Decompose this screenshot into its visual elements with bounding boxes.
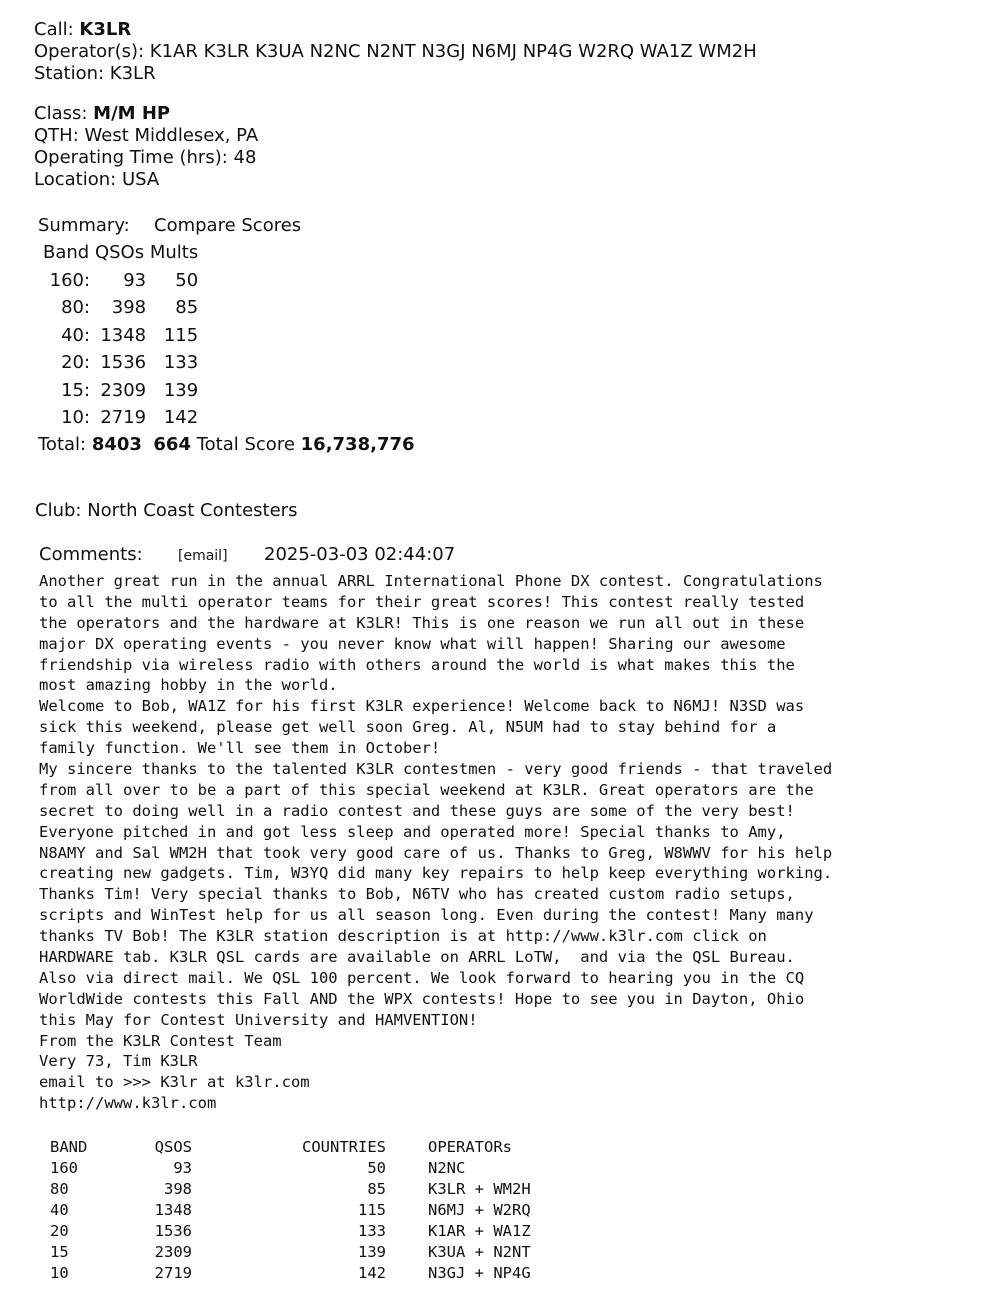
comment-line: most amazing hobby in the world. xyxy=(39,676,338,695)
countries-cell: 50 xyxy=(367,1159,386,1177)
table-row xyxy=(50,1242,531,1263)
total-score-label: Total Score xyxy=(196,434,295,455)
club-name: North Coast Contesters xyxy=(87,500,298,521)
band-cell: 160: xyxy=(49,269,91,291)
col-mults: Mults xyxy=(149,242,199,263)
band-cell: 160 xyxy=(50,1159,78,1177)
op-time-label: Operating Time (hrs): xyxy=(34,147,228,168)
countries-cell: 133 xyxy=(358,1222,386,1240)
operators-cell: N6MJ + W2RQ xyxy=(428,1201,531,1219)
location-value: USA xyxy=(121,169,160,190)
col-band: Band xyxy=(43,242,90,263)
mults-cell: 142 xyxy=(163,407,199,428)
countries-cell: 115 xyxy=(358,1201,386,1219)
countries-cell: 139 xyxy=(358,1243,386,1261)
operators-cell: N2NC xyxy=(428,1159,466,1177)
comments-label: Comments: xyxy=(39,544,143,565)
table-row xyxy=(50,1158,531,1179)
qsos-cell: 2309 xyxy=(154,1243,192,1261)
qsos-cell: 2309 xyxy=(100,379,147,401)
qsos-cell: 1348 xyxy=(100,324,147,346)
mults-cell: 115 xyxy=(163,324,199,346)
comment-line: From the K3LR Contest Team xyxy=(39,1031,282,1050)
class-label: Class: xyxy=(34,103,88,124)
qsos-cell: 1536 xyxy=(154,1222,192,1240)
comment-line: scripts and WinTest help for us all season long. Even during the contest! Many many xyxy=(39,906,814,925)
score-table-header xyxy=(38,239,198,267)
station-row xyxy=(34,63,757,85)
comment-line: Welcome to Bob, WA1Z for his first K3LR experience! Welcome back to N6MJ! N3SD was xyxy=(39,697,805,716)
comment-line: to all the multi operator teams for their great scores! This contest really tested xyxy=(39,592,805,611)
op-time-value: 48 xyxy=(233,147,257,168)
summary-section xyxy=(38,213,301,432)
operators-cell: K1AR + WA1Z xyxy=(428,1222,531,1240)
location-label: Location: xyxy=(34,169,117,190)
qth-row xyxy=(34,125,757,147)
mults-cell: 85 xyxy=(175,297,199,318)
call-row xyxy=(34,19,757,41)
club-row xyxy=(35,500,297,522)
table-row xyxy=(50,1200,531,1221)
comment-line: major DX operating events - you never know what will happen! Sharing our awesome xyxy=(39,634,786,653)
table-row xyxy=(38,267,198,295)
comment-line: creating new gadgets. Tim, W3YQ did many key repairs to help keep everything working. xyxy=(39,864,833,883)
total-score: 16,738,776 xyxy=(300,434,415,455)
op-time-row xyxy=(34,147,757,169)
score-table xyxy=(38,239,198,432)
col-countries: COUNTRIES xyxy=(302,1138,386,1156)
comments-timestamp: 2025-03-03 02:44:07 xyxy=(264,544,456,565)
operators-cell: K3UA + N2NT xyxy=(428,1243,531,1261)
band-cell: 20 xyxy=(50,1222,69,1240)
band-cell: 20: xyxy=(61,352,91,373)
class-value: M/M HP xyxy=(93,103,171,124)
operators-list: K1AR K3LR K3UA N2NC N2NT N3GJ N6MJ NP4G W2RQ WA1Z WM2H xyxy=(149,41,757,62)
qth-label: QTH: xyxy=(34,125,79,146)
comment-line: this May for Contest University and HAMVENTION! xyxy=(39,1010,478,1029)
operators-cell: N3GJ + NP4G xyxy=(428,1264,531,1282)
comment-body xyxy=(39,571,989,1114)
club-label: Club: xyxy=(35,500,82,521)
location-row xyxy=(34,169,757,191)
table-row xyxy=(50,1221,531,1242)
band-cell: 40: xyxy=(61,324,91,346)
summary-header xyxy=(38,213,301,239)
comment-line: Thanks Tim! Very special thanks to Bob, N6TV who has created custom radio setups, xyxy=(39,885,795,904)
comment-line: N8AMY and Sal WM2H that took very good care of us. Thanks to Greg, W8WWV for his help xyxy=(39,843,833,862)
email-link[interactable]: [email] xyxy=(178,548,228,564)
total-qsos: 8403 xyxy=(91,434,142,455)
operators-label: Operator(s): xyxy=(34,41,145,62)
comment-line: friendship via wireless radio with others around the world is what makes this the xyxy=(39,655,795,674)
operators-row xyxy=(34,41,757,63)
comment-line: WorldWide contests this Fall AND the WPX contests! Hope to see you in Dayton, Ohio xyxy=(39,989,805,1008)
comments-header xyxy=(39,544,455,567)
station-header xyxy=(34,19,757,191)
col-qsos: QSOs xyxy=(94,242,145,263)
band-cell: 15 xyxy=(50,1243,69,1261)
table-row xyxy=(50,1179,531,1200)
station-label: Station: xyxy=(34,63,105,84)
qsos-cell: 2719 xyxy=(100,407,147,428)
total-row xyxy=(38,432,415,458)
qsos-cell: 2719 xyxy=(154,1264,192,1282)
mults-cell: 50 xyxy=(175,269,199,291)
table-row xyxy=(38,377,198,405)
comment-line: http://www.k3lr.com xyxy=(39,1094,217,1113)
summary-label: Summary: xyxy=(38,215,130,236)
qsos-cell: 93 xyxy=(173,1159,192,1177)
comment-line: sick this weekend, please get well soon Greg. Al, N5UM had to stay behind for a xyxy=(39,718,777,737)
comment-line: My sincere thanks to the talented K3LR contestmen - very good friends - that traveled xyxy=(39,760,833,779)
qsos-cell: 93 xyxy=(123,269,147,291)
mults-cell: 139 xyxy=(163,379,199,401)
countries-cell: 142 xyxy=(358,1264,386,1282)
band-cell: 15: xyxy=(61,379,91,401)
qsos-cell: 398 xyxy=(111,297,147,318)
comment-line: secret to doing well in a radio contest and these guys are some of the very best! xyxy=(39,801,795,820)
header-spacer xyxy=(34,85,757,103)
operators-cell: K3LR + WM2H xyxy=(428,1180,531,1198)
band-cell: 40 xyxy=(50,1201,69,1219)
table-row xyxy=(38,294,198,322)
operators-table xyxy=(50,1137,531,1284)
call-label: Call: xyxy=(34,19,74,40)
band-cell: 80: xyxy=(61,297,91,318)
call-sign: K3LR xyxy=(79,19,132,40)
total-label: Total: xyxy=(38,434,87,455)
band-cell: 10: xyxy=(61,407,91,428)
compare-scores-link[interactable]: Compare Scores xyxy=(154,215,302,236)
comment-line: email to >>> K3lr at k3lr.com xyxy=(39,1073,310,1092)
comment-line: Very 73, Tim K3LR xyxy=(39,1052,198,1071)
band-cell: 80 xyxy=(50,1180,69,1198)
comment-line: Also via direct mail. We QSL 100 percent. We look forward to hearing you in the CQ xyxy=(39,968,805,987)
col-qsos: QSOS xyxy=(154,1138,192,1156)
qsos-cell: 1536 xyxy=(100,352,147,373)
table-row xyxy=(50,1263,531,1284)
station-call: K3LR xyxy=(109,63,156,84)
qsos-cell: 1348 xyxy=(154,1201,192,1219)
qth-value: West Middlesex, PA xyxy=(84,125,259,146)
comment-line: the operators and the hardware at K3LR! This is one reason we run all out in these xyxy=(39,613,805,632)
comment-line: HARDWARE tab. K3LR QSL cards are available on ARRL LoTW, and via the QSL Bureau. xyxy=(39,948,795,967)
class-row xyxy=(34,103,757,125)
comment-line: family function. We'll see them in October! xyxy=(39,739,441,758)
total-mults: 664 xyxy=(153,434,191,455)
comment-line: Everyone pitched in and got less sleep and operated more! Special thanks to Amy, xyxy=(39,822,786,841)
band-cell: 10 xyxy=(50,1264,69,1282)
table-row xyxy=(38,404,198,432)
table-row xyxy=(38,349,198,377)
operators-table-header xyxy=(50,1137,531,1158)
mults-cell: 133 xyxy=(163,352,199,373)
table-row xyxy=(38,322,198,350)
score-table-columns xyxy=(38,239,198,267)
qsos-cell: 398 xyxy=(164,1180,192,1198)
comment-line: Another great run in the annual ARRL International Phone DX contest. Congratulations xyxy=(39,572,823,590)
comment-line: from all over to be a part of this special weekend at K3LR. Great operators are the xyxy=(39,780,814,799)
countries-cell: 85 xyxy=(367,1180,386,1198)
col-band: BAND xyxy=(50,1138,88,1156)
comment-line: thanks TV Bob! The K3LR station description is at http://www.k3lr.com click on xyxy=(39,927,767,946)
col-operators: OPERATORs xyxy=(428,1138,512,1156)
